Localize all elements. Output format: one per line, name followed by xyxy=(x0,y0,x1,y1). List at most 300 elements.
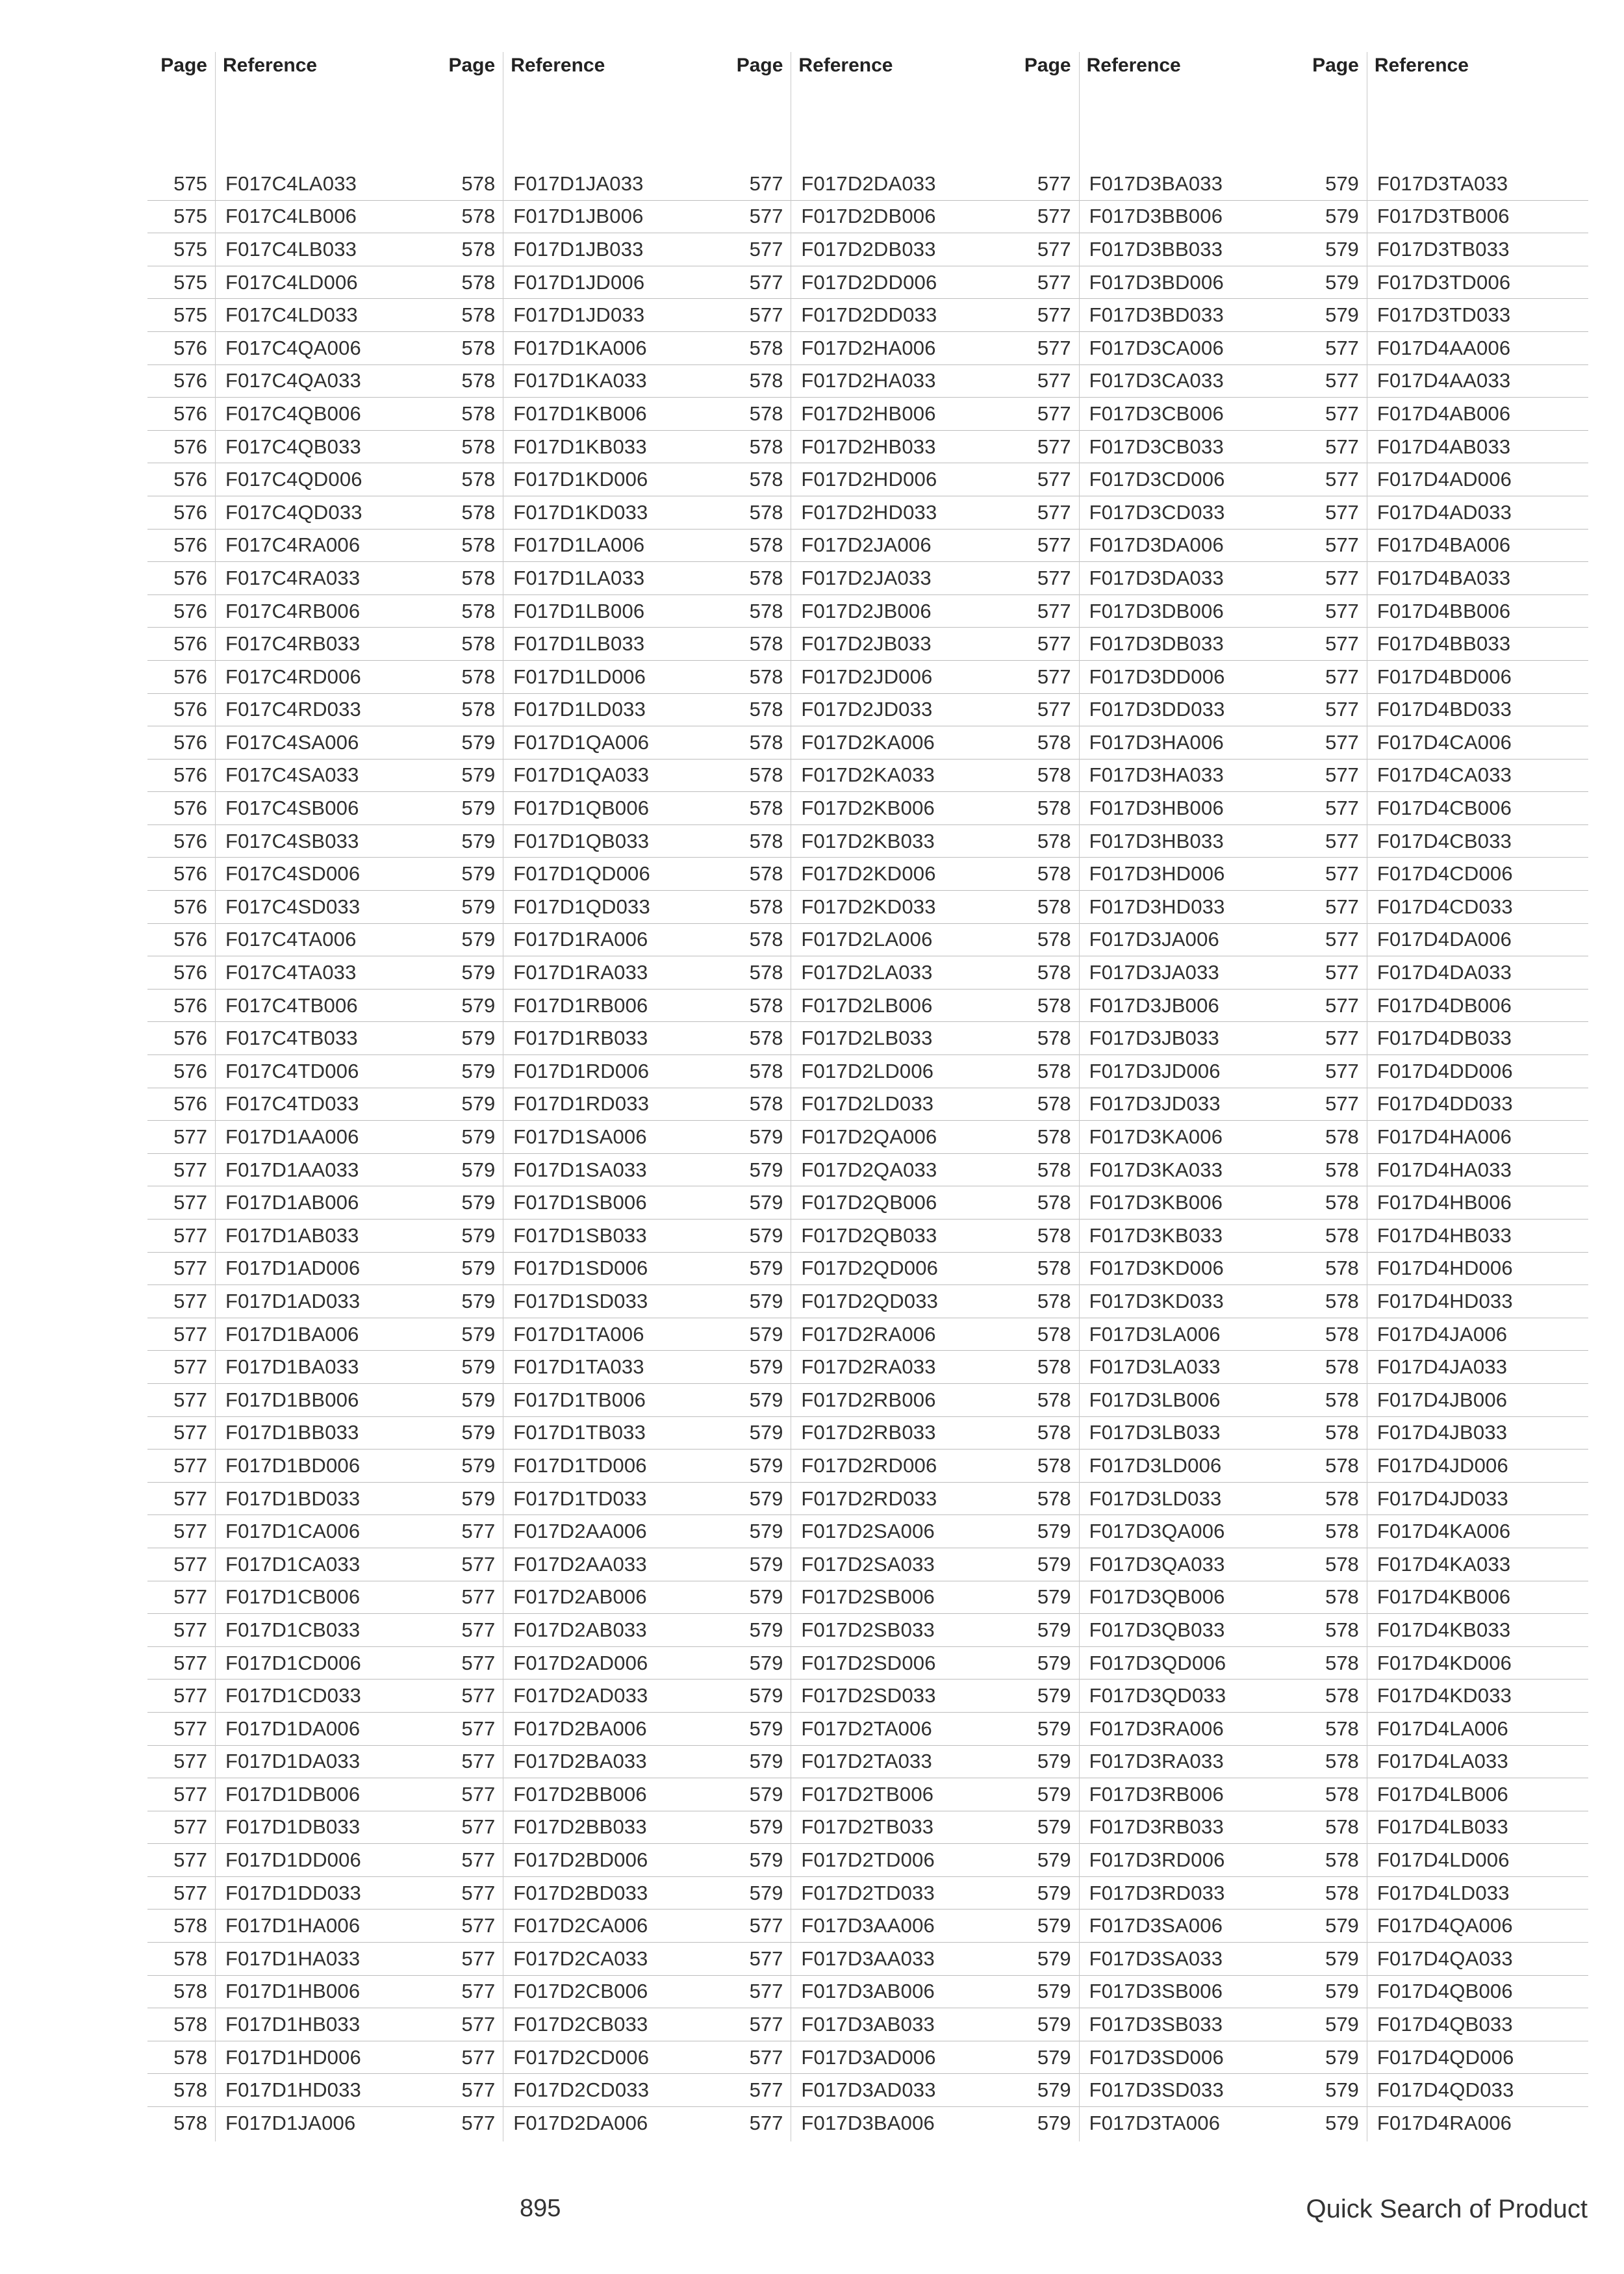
table-row xyxy=(1011,1483,1300,1516)
table-row xyxy=(1011,1220,1300,1253)
table-row xyxy=(435,431,724,464)
page-number-cell: 578 xyxy=(1037,928,1071,951)
column-header xyxy=(1299,49,1588,82)
page-number-cell: 579 xyxy=(749,1125,783,1149)
reference-code-cell: F017C4RB006 xyxy=(225,599,361,622)
reference-code-cell: F017D2DB033 xyxy=(801,237,936,261)
page-number-cell: 579 xyxy=(461,1257,496,1280)
table-row xyxy=(435,595,724,628)
page-number-cell: 578 xyxy=(461,533,496,557)
page-number-cell: 579 xyxy=(1325,205,1359,228)
page-number-cell: 579 xyxy=(1037,2045,1071,2069)
page-number-cell: 577 xyxy=(749,303,783,327)
reference-code-cell: F017D1DA033 xyxy=(225,1750,361,1773)
reference-code-cell: F017D4DB006 xyxy=(1377,993,1512,1017)
reference-code-cell: F017D3KA006 xyxy=(1089,1125,1223,1149)
table-row xyxy=(1011,1154,1300,1187)
table-row xyxy=(1011,168,1300,201)
table-row xyxy=(1011,1680,1300,1713)
table-row xyxy=(435,760,724,793)
page-number-cell: 577 xyxy=(1325,698,1359,721)
page-number-cell: 577 xyxy=(461,1815,496,1839)
page-number-cell: 577 xyxy=(749,2112,783,2135)
header-page-label: Page xyxy=(448,55,496,76)
page-number-cell: 579 xyxy=(461,993,496,1017)
reference-code-cell: F017D2AB033 xyxy=(513,1618,647,1641)
page-number-cell: 578 xyxy=(749,533,783,557)
page-number-cell: 579 xyxy=(461,1388,496,1411)
reference-code-cell: F017D1KD033 xyxy=(513,500,648,524)
page-number-cell: 577 xyxy=(749,1914,783,1937)
table-row xyxy=(435,398,724,431)
table-row xyxy=(1299,792,1588,825)
page-number-cell: 578 xyxy=(1325,1257,1359,1280)
table-row xyxy=(147,1220,437,1253)
table-row xyxy=(147,726,437,760)
reference-code-cell: F017D4AD033 xyxy=(1377,500,1512,524)
table-row xyxy=(147,332,437,365)
reference-code-cell: F017D2SB033 xyxy=(801,1618,935,1641)
header-page-label: Page xyxy=(736,55,783,76)
page-number-cell: 578 xyxy=(173,2078,207,2102)
table-row xyxy=(147,956,437,990)
page-number-cell: 579 xyxy=(1325,1914,1359,1937)
page-number-cell: 576 xyxy=(173,599,207,622)
page-number-cell: 578 xyxy=(1325,1125,1359,1149)
page-number-cell: 578 xyxy=(461,435,496,458)
table-row xyxy=(1299,1746,1588,1779)
table-row xyxy=(435,1318,724,1351)
page-number-cell: 578 xyxy=(1325,1421,1359,1444)
page-number-cell: 578 xyxy=(461,698,496,721)
table-row xyxy=(723,1154,1012,1187)
page-number-cell: 579 xyxy=(749,1684,783,1707)
table-row xyxy=(435,1384,724,1417)
reference-code-cell: F017D4CD033 xyxy=(1377,895,1513,918)
page-number-cell: 579 xyxy=(749,1388,783,1411)
page-number-cell: 578 xyxy=(1325,1881,1359,1904)
page-number-cell: 577 xyxy=(461,1914,496,1937)
table-row xyxy=(435,792,724,825)
page-number-cell: 578 xyxy=(461,237,496,261)
page-number-cell: 577 xyxy=(173,1355,207,1379)
page-number-cell: 578 xyxy=(461,369,496,392)
reference-code-cell: F017D1TD033 xyxy=(513,1487,647,1510)
reference-code-cell: F017D2JA033 xyxy=(801,566,932,589)
reference-code-cell: F017D3BB033 xyxy=(1089,237,1223,261)
page-number-cell: 577 xyxy=(173,1552,207,1576)
page-number-cell: 576 xyxy=(173,928,207,951)
table-row xyxy=(1299,1022,1588,1055)
page-number-cell: 576 xyxy=(173,402,207,425)
reference-code-cell: F017D3HA033 xyxy=(1089,763,1224,787)
page-number-cell: 577 xyxy=(749,2078,783,2102)
reference-code-cell: F017D1JA033 xyxy=(513,172,644,195)
reference-code-cell: F017D1JD006 xyxy=(513,270,645,294)
table-row xyxy=(435,726,724,760)
reference-code-cell: F017D3JB033 xyxy=(1089,1027,1219,1050)
page-number-cell: 579 xyxy=(749,1750,783,1773)
table-row xyxy=(723,1778,1012,1811)
reference-code-cell: F017D3KB006 xyxy=(1089,1191,1223,1214)
table-row xyxy=(723,365,1012,398)
table-row xyxy=(723,1680,1012,1713)
table-row xyxy=(147,924,437,957)
table-row xyxy=(1011,1943,1300,1976)
table-row xyxy=(435,628,724,661)
table-row xyxy=(1299,233,1588,266)
page-number-cell: 577 xyxy=(461,2078,496,2102)
page-number-cell: 578 xyxy=(749,1092,783,1116)
index-rows xyxy=(1299,168,1588,2140)
table-row xyxy=(723,628,1012,661)
reference-code-cell: F017D3DA006 xyxy=(1089,533,1224,557)
table-row xyxy=(723,562,1012,595)
page-number-cell: 578 xyxy=(749,632,783,656)
reference-code-cell: F017D1AB033 xyxy=(225,1223,359,1247)
reference-code-cell: F017D2JA006 xyxy=(801,533,932,557)
reference-code-cell: F017C4RD006 xyxy=(225,665,361,688)
page-number-cell: 577 xyxy=(1325,369,1359,392)
page-number-cell: 578 xyxy=(1037,1257,1071,1280)
reference-code-cell: F017D1TB006 xyxy=(513,1388,646,1411)
reference-code-cell: F017D3HB006 xyxy=(1089,797,1224,820)
table-row xyxy=(1299,1154,1588,1187)
table-row xyxy=(1011,792,1300,825)
table-row xyxy=(435,1548,724,1581)
table-row xyxy=(1299,858,1588,891)
reference-code-cell: F017D2CA006 xyxy=(513,1914,648,1937)
index-rows xyxy=(723,168,1012,2140)
table-row xyxy=(1299,365,1588,398)
table-row xyxy=(723,661,1012,694)
table-row xyxy=(147,2041,437,2075)
reference-code-cell: F017C4RA033 xyxy=(225,566,361,589)
reference-code-cell: F017D3AA006 xyxy=(801,1914,935,1937)
reference-code-cell: F017C4QA033 xyxy=(225,369,361,392)
page-number-cell: 579 xyxy=(1037,1585,1071,1609)
table-row xyxy=(147,825,437,858)
table-row xyxy=(723,2008,1012,2041)
page-number-cell: 579 xyxy=(1037,1782,1071,1806)
table-row xyxy=(1299,2041,1588,2075)
reference-code-cell: F017D4KB006 xyxy=(1377,1585,1511,1609)
page-number-cell: 579 xyxy=(461,763,496,787)
reference-code-cell: F017D4CA033 xyxy=(1377,763,1512,787)
table-row xyxy=(147,1253,437,1286)
page-number-cell: 579 xyxy=(749,1421,783,1444)
reference-code-cell: F017D2JB033 xyxy=(801,632,932,656)
table-row xyxy=(147,595,437,628)
page-number-cell: 577 xyxy=(749,2013,783,2036)
reference-code-cell: F017D3CB006 xyxy=(1089,402,1224,425)
page-number-cell: 577 xyxy=(461,2013,496,2036)
page-number-cell: 578 xyxy=(1037,1322,1071,1346)
table-row xyxy=(435,299,724,332)
reference-code-cell: F017D2CB033 xyxy=(513,2013,648,2036)
table-row xyxy=(435,463,724,496)
reference-code-cell: F017D4AA033 xyxy=(1377,369,1511,392)
table-row xyxy=(1011,1253,1300,1286)
reference-code-cell: F017D2DB006 xyxy=(801,205,936,228)
page-number-cell: 576 xyxy=(173,829,207,852)
table-row xyxy=(147,1976,437,2009)
table-row xyxy=(1299,299,1588,332)
reference-code-cell: F017C4TA006 xyxy=(225,928,357,951)
reference-code-cell: F017D2KB006 xyxy=(801,797,935,820)
table-row xyxy=(723,694,1012,727)
table-row xyxy=(1011,1186,1300,1220)
reference-code-cell: F017D2RB006 xyxy=(801,1388,936,1411)
page-number-cell: 578 xyxy=(173,1980,207,2003)
reference-code-cell: F017D2QB033 xyxy=(801,1223,937,1247)
page-number-cell: 579 xyxy=(749,1257,783,1280)
table-row xyxy=(1011,2041,1300,2075)
reference-code-cell: F017D2QA033 xyxy=(801,1158,937,1181)
reference-code-cell: F017D3QB006 xyxy=(1089,1585,1225,1609)
page-number-cell: 577 xyxy=(461,1881,496,1904)
table-row xyxy=(147,891,437,924)
page-number-cell: 578 xyxy=(749,566,783,589)
page-number-cell: 579 xyxy=(749,1322,783,1346)
reference-code-cell: F017D3QA033 xyxy=(1089,1552,1225,1576)
index-column xyxy=(723,49,1012,2141)
index-rows xyxy=(435,168,724,2140)
page-number-cell: 579 xyxy=(1325,1947,1359,1970)
page-number-cell: 579 xyxy=(1037,1651,1071,1674)
page-number-cell: 577 xyxy=(461,2112,496,2135)
page-number-cell: 577 xyxy=(1325,566,1359,589)
table-row xyxy=(147,1450,437,1483)
reference-code-cell: F017D2SA033 xyxy=(801,1552,935,1576)
table-row xyxy=(1011,2107,1300,2140)
reference-code-cell: F017D4CA006 xyxy=(1377,730,1512,754)
page-number-cell: 577 xyxy=(1037,205,1071,228)
page-number-cell: 578 xyxy=(1325,1453,1359,1477)
footer-title: Quick Search of Product xyxy=(1306,2195,1588,2223)
page-number-cell: 577 xyxy=(1325,763,1359,787)
reference-code-cell: F017D3DB006 xyxy=(1089,599,1224,622)
reference-code-cell: F017D4JA006 xyxy=(1377,1322,1508,1346)
page-number-cell: 577 xyxy=(1325,797,1359,820)
table-row xyxy=(1299,2074,1588,2107)
reference-code-cell: F017D3TB006 xyxy=(1377,205,1510,228)
reference-code-cell: F017D4CB033 xyxy=(1377,829,1512,852)
table-row xyxy=(1011,431,1300,464)
index-rows xyxy=(147,168,437,2140)
reference-code-cell: F017D2LB006 xyxy=(801,993,933,1017)
table-row xyxy=(723,2041,1012,2075)
reference-code-cell: F017D3SD033 xyxy=(1089,2078,1224,2102)
page-number-cell: 579 xyxy=(1037,1684,1071,1707)
page-number-cell: 576 xyxy=(173,1059,207,1082)
page-number-cell: 577 xyxy=(749,1947,783,1970)
reference-code-cell: F017D2DD033 xyxy=(801,303,937,327)
table-row xyxy=(1011,562,1300,595)
page-number-cell: 577 xyxy=(1325,1059,1359,1082)
reference-code-cell: F017D4HB033 xyxy=(1377,1223,1512,1247)
table-row xyxy=(723,1548,1012,1581)
page-number-cell: 578 xyxy=(173,1947,207,1970)
table-row xyxy=(435,1450,724,1483)
table-row xyxy=(147,201,437,234)
reference-code-cell: F017D1DD006 xyxy=(225,1848,361,1872)
page-number-cell: 577 xyxy=(1037,402,1071,425)
table-row xyxy=(723,1483,1012,1516)
page-number-cell: 579 xyxy=(461,1223,496,1247)
table-row xyxy=(1011,1844,1300,1877)
reference-code-cell: F017D3QD006 xyxy=(1089,1651,1226,1674)
page-number-cell: 578 xyxy=(461,632,496,656)
table-row xyxy=(1299,1384,1588,1417)
table-row xyxy=(435,1088,724,1121)
page-number-cell: 578 xyxy=(461,303,496,327)
page-number-cell: 577 xyxy=(173,1487,207,1510)
table-row xyxy=(147,2008,437,2041)
header-reference-label: Reference xyxy=(1086,55,1181,76)
page-number-cell: 578 xyxy=(1325,1651,1359,1674)
reference-code-cell: F017D2KD033 xyxy=(801,895,936,918)
reference-code-cell: F017D1LA033 xyxy=(513,566,645,589)
reference-code-cell: F017D4QA006 xyxy=(1377,1914,1513,1937)
table-row xyxy=(723,463,1012,496)
reference-code-cell: F017D2BB006 xyxy=(513,1782,647,1806)
page-number-cell: 577 xyxy=(1037,599,1071,622)
table-row xyxy=(723,233,1012,266)
page-number-cell: 577 xyxy=(749,270,783,294)
table-row xyxy=(147,628,437,661)
reference-code-cell: F017D1RD006 xyxy=(513,1059,650,1082)
table-row xyxy=(723,332,1012,365)
table-row xyxy=(1299,956,1588,990)
column-divider xyxy=(215,52,216,2141)
page-number-cell: 579 xyxy=(461,928,496,951)
page-number-cell: 577 xyxy=(461,1848,496,1872)
reference-code-cell: F017D4QA033 xyxy=(1377,1947,1513,1970)
table-row xyxy=(1011,463,1300,496)
reference-code-cell: F017D3JD006 xyxy=(1089,1059,1221,1082)
table-row xyxy=(147,792,437,825)
page-number-cell: 577 xyxy=(1037,237,1071,261)
reference-code-cell: F017C4LB033 xyxy=(225,237,357,261)
reference-code-cell: F017D2LA006 xyxy=(801,928,933,951)
reference-code-cell: F017D2QB006 xyxy=(801,1191,937,1214)
page-number-cell: 578 xyxy=(1325,1684,1359,1707)
header-reference-label: Reference xyxy=(1374,55,1469,76)
table-row xyxy=(1299,530,1588,563)
page-number-cell: 577 xyxy=(1325,895,1359,918)
page-number-cell: 578 xyxy=(1325,1223,1359,1247)
table-row xyxy=(1299,1483,1588,1516)
page-number-cell: 578 xyxy=(749,928,783,951)
reference-code-cell: F017D1CD006 xyxy=(225,1651,361,1674)
reference-code-cell: F017D1QD006 xyxy=(513,862,650,886)
table-row xyxy=(1011,2074,1300,2107)
table-row xyxy=(1299,891,1588,924)
table-row xyxy=(435,1417,724,1450)
page-number-cell: 578 xyxy=(749,599,783,622)
page-number-cell: 577 xyxy=(173,1158,207,1181)
page-number-cell: 576 xyxy=(173,1027,207,1050)
reference-code-cell: F017C4LB006 xyxy=(225,205,357,228)
table-row xyxy=(435,1811,724,1845)
table-row xyxy=(435,1351,724,1384)
table-row xyxy=(1011,1417,1300,1450)
page-number-cell: 577 xyxy=(173,1750,207,1773)
page-number-cell: 577 xyxy=(461,1520,496,1543)
reference-code-cell: F017D1AA006 xyxy=(225,1125,359,1149)
table-row xyxy=(1011,2008,1300,2041)
reference-code-cell: F017D4DD006 xyxy=(1377,1059,1513,1082)
page-number-cell: 578 xyxy=(749,665,783,688)
reference-code-cell: F017C4LD033 xyxy=(225,303,358,327)
table-row xyxy=(1299,1713,1588,1746)
table-row xyxy=(1299,1647,1588,1680)
page-number-cell: 575 xyxy=(173,237,207,261)
table-row xyxy=(147,1285,437,1318)
reference-code-cell: F017D1QA033 xyxy=(513,763,650,787)
page-number-cell: 577 xyxy=(173,1257,207,1280)
reference-code-cell: F017D3AD006 xyxy=(801,2045,936,2069)
page-number-cell: 578 xyxy=(461,468,496,491)
reference-code-cell: F017D3TA033 xyxy=(1377,172,1508,195)
reference-code-cell: F017D3DD006 xyxy=(1089,665,1225,688)
table-row xyxy=(1299,924,1588,957)
page-number-cell: 577 xyxy=(1325,336,1359,359)
page-number-cell: 579 xyxy=(749,1158,783,1181)
page-number-cell: 577 xyxy=(1325,665,1359,688)
table-row xyxy=(1299,1548,1588,1581)
table-row xyxy=(1011,661,1300,694)
page-number-cell: 576 xyxy=(173,730,207,754)
reference-code-cell: F017D2RA006 xyxy=(801,1322,936,1346)
table-row xyxy=(1299,1844,1588,1877)
page-number-cell: 577 xyxy=(461,1585,496,1609)
reference-code-cell: F017D1SA033 xyxy=(513,1158,647,1181)
table-row xyxy=(1011,1778,1300,1811)
table-row xyxy=(1299,1811,1588,1845)
page-number-cell: 579 xyxy=(1037,2112,1071,2135)
page-number-cell: 579 xyxy=(1037,1815,1071,1839)
page-number-cell: 576 xyxy=(173,961,207,984)
page-number-cell: 578 xyxy=(461,665,496,688)
reference-code-cell: F017D2RD033 xyxy=(801,1487,937,1510)
table-row xyxy=(1011,628,1300,661)
page-number-cell: 577 xyxy=(173,1191,207,1214)
reference-code-cell: F017D3RD006 xyxy=(1089,1848,1225,1872)
page-number-cell: 576 xyxy=(173,1092,207,1116)
table-row xyxy=(147,1088,437,1121)
reference-code-cell: F017D1TA033 xyxy=(513,1355,644,1379)
reference-code-cell: F017D4HD033 xyxy=(1377,1289,1513,1312)
page-number-cell: 577 xyxy=(173,1881,207,1904)
table-row xyxy=(1299,1220,1588,1253)
table-row xyxy=(147,266,437,300)
page-number-cell: 577 xyxy=(173,1585,207,1609)
page-number-cell: 579 xyxy=(1037,1881,1071,1904)
table-row xyxy=(435,1746,724,1779)
table-row xyxy=(435,1910,724,1943)
reference-code-cell: F017D1JA006 xyxy=(225,2112,356,2135)
reference-code-cell: F017D3BB006 xyxy=(1089,205,1223,228)
table-row xyxy=(1011,332,1300,365)
reference-code-cell: F017D1QB006 xyxy=(513,797,650,820)
reference-code-cell: F017D4LD006 xyxy=(1377,1848,1510,1872)
reference-code-cell: F017D1HD033 xyxy=(225,2078,361,2102)
reference-code-cell: F017D1HB033 xyxy=(225,2013,361,2036)
table-row xyxy=(147,1384,437,1417)
page-number-cell: 577 xyxy=(1325,862,1359,886)
